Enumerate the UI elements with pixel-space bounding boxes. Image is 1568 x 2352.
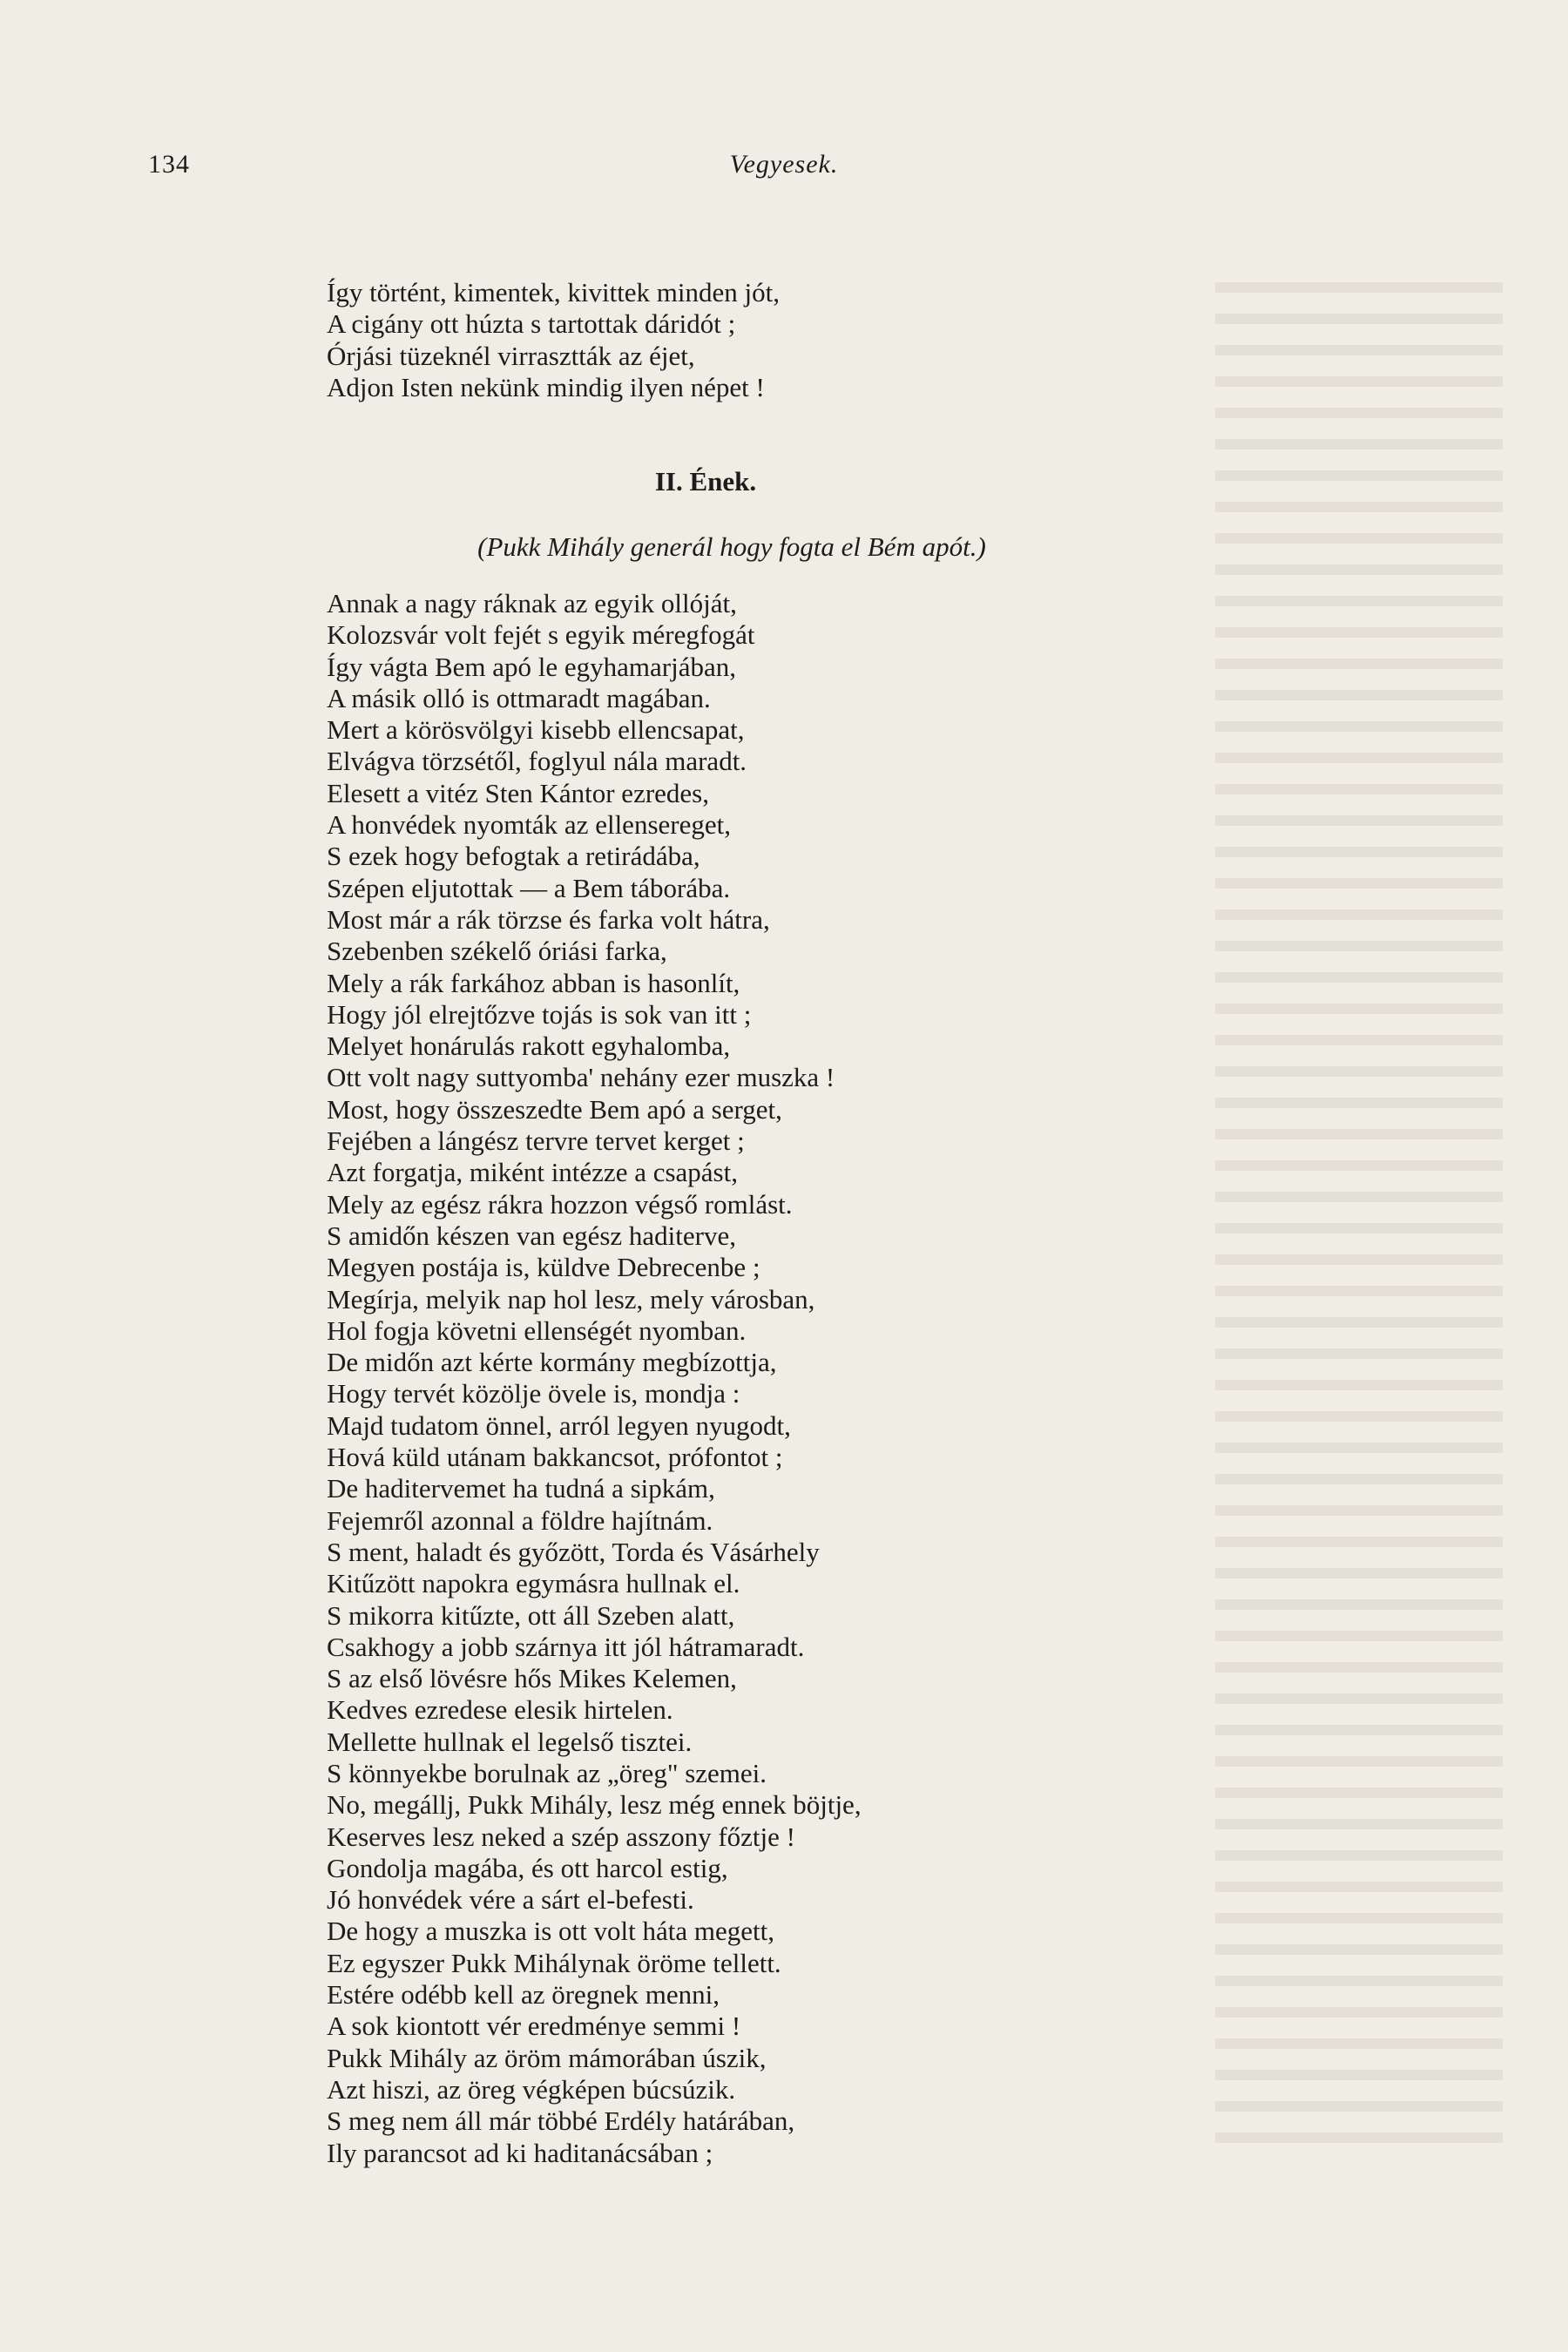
verse-line: Hol fogja követni ellenségét nyomban. bbox=[327, 1315, 747, 1346]
verse-line: Ez egyszer Pukk Mihálynak öröme tellett. bbox=[327, 1947, 781, 1978]
verse-line: Mert a körösvölgyi kisebb ellencsapat, bbox=[327, 714, 745, 746]
verse-line: Így vágta Bem apó le egyhamarjában, bbox=[327, 651, 736, 682]
verse-line: Fejemről azonnal a földre hajítnám. bbox=[327, 1504, 713, 1536]
verse-line: De hogy a muszka is ott volt háta megett, bbox=[327, 1916, 774, 1947]
verse-line: Keserves lesz neked a szép asszony főztje ! bbox=[327, 1821, 795, 1852]
verse-line: S ezek hogy befogtak a retirádába, bbox=[327, 841, 700, 872]
verse-line: Annak a nagy ráknak az egyik ollóját, bbox=[327, 588, 737, 618]
verse-line: Hogy jól elrejtőzve tojás is sok van itt ; bbox=[327, 998, 752, 1030]
verse-line: Jó honvédek vére a sárt el-befesti. bbox=[327, 1884, 694, 1916]
verse-line: Azt hiszi, az öreg végképen búcsúzik. bbox=[327, 2073, 736, 2105]
canto-subtitle: (Pukk Mihály generál hogy fogta el Bém apót.) bbox=[477, 531, 986, 562]
verse-line: Fejében a lángész tervre tervet kerget ; bbox=[327, 1125, 745, 1157]
verse-line: Kolozsvár volt fejét s egyik méregfogát bbox=[327, 619, 755, 651]
verse-line: Elvágva törzsétől, foglyul nála maradt. bbox=[327, 746, 747, 777]
page-number: 134 bbox=[148, 150, 190, 179]
verse-line: Kedves ezredese elesik hirtelen. bbox=[327, 1694, 673, 1726]
verse-line: Szépen eljutottak — a Bem táborába. bbox=[327, 872, 731, 903]
verse-line: Elesett a vitéz Sten Kántor ezredes, bbox=[327, 777, 709, 808]
verse-line: Hová küld utánam bakkancsot, prófontot ; bbox=[327, 1442, 783, 1473]
verse-line: Pukk Mihály az öröm mámorában úszik, bbox=[327, 2042, 767, 2073]
verse-line: Most, hogy összeszedte Bem apó a serget, bbox=[327, 1093, 782, 1125]
verse-line: Csakhogy a jobb szárnya itt jól hátramaradt. bbox=[327, 1631, 805, 1662]
verse-line: Megyen postája is, küldve Debrecenbe ; bbox=[327, 1252, 760, 1283]
verse-line: Most már a rák törzse és farka volt hátra, bbox=[327, 903, 770, 935]
verse-line: Megírja, melyik nap hol lesz, mely városban, bbox=[327, 1283, 815, 1315]
stanza-one bbox=[327, 277, 1241, 403]
verse-line: A honvédek nyomták az ellensereget, bbox=[327, 809, 731, 841]
verse-line: Azt forgatja, miként intézze a csapást, bbox=[327, 1157, 738, 1188]
verse-line: Hogy tervét közölje övele is, mondja : bbox=[327, 1378, 740, 1409]
verse-line: Ott volt nagy suttyomba' nehány ezer muszka ! bbox=[327, 1062, 835, 1093]
verse-line: Szebenben székelő óriási farka, bbox=[327, 936, 667, 967]
verse-line: S ment, haladt és győzött, Torda és Vásárhely bbox=[327, 1536, 820, 1567]
verse-line: Estére odébb kell az öregnek menni, bbox=[327, 1979, 720, 2011]
verse-line: A sok kiontott vér eredménye semmi ! bbox=[327, 2011, 741, 2042]
verse-line: De midőn azt kérte kormány megbízottja, bbox=[327, 1347, 777, 1378]
verse-line: Adjon Isten nekünk mindig ilyen népet ! bbox=[327, 371, 765, 402]
stanza-two bbox=[327, 588, 1241, 2169]
verse-line: A cigány ott húzta s tartottak dáridót ; bbox=[327, 308, 736, 340]
verse-line: No, megállj, Pukk Mihály, lesz még ennek böjtje, bbox=[327, 1789, 862, 1821]
verse-line: Majd tudatom önnel, arról legyen nyugodt, bbox=[327, 1409, 791, 1441]
verse-line: S meg nem áll már többé Erdély határában, bbox=[327, 2105, 795, 2137]
verse-line: S az első lövésre hős Mikes Kelemen, bbox=[327, 1663, 737, 1694]
verse-line: Ily parancsot ad ki haditanácsában ; bbox=[327, 2137, 713, 2168]
verse-line: De haditervemet ha tudná a sipkám, bbox=[327, 1473, 715, 1504]
verse-line: S mikorra kitűzte, ott áll Szeben alatt, bbox=[327, 1599, 735, 1631]
verse-line: Gondolja magába, és ott harcol estig, bbox=[327, 1852, 728, 1883]
canto-title: II. Ének. bbox=[654, 466, 757, 497]
verse-line: S amidőn készen van egész haditerve, bbox=[327, 1220, 736, 1251]
verse-line: Melyet honárulás rakott egyhalomba, bbox=[327, 1031, 731, 1062]
running-title: Vegyesek. bbox=[729, 150, 839, 179]
verse-line: Kitűzött napokra egymásra hullnak el. bbox=[327, 1568, 740, 1599]
verse-line: Mellette hullnak el legelső tisztei. bbox=[327, 1726, 693, 1757]
verse-line: Így történt, kimentek, kivittek minden jót, bbox=[327, 277, 781, 308]
verse-line: Mely a rák farkához abban is hasonlít, bbox=[327, 967, 740, 998]
verse-line: Órjási tüzeknél virrasztták az éjet, bbox=[327, 340, 695, 371]
verse-line: Mely az egész rákra hozzon végső romlást. bbox=[327, 1188, 793, 1220]
verse-line: S könnyekbe borulnak az „öreg" szemei. bbox=[327, 1757, 767, 1788]
verse-line: A másik olló is ottmaradt magában. bbox=[327, 682, 711, 713]
